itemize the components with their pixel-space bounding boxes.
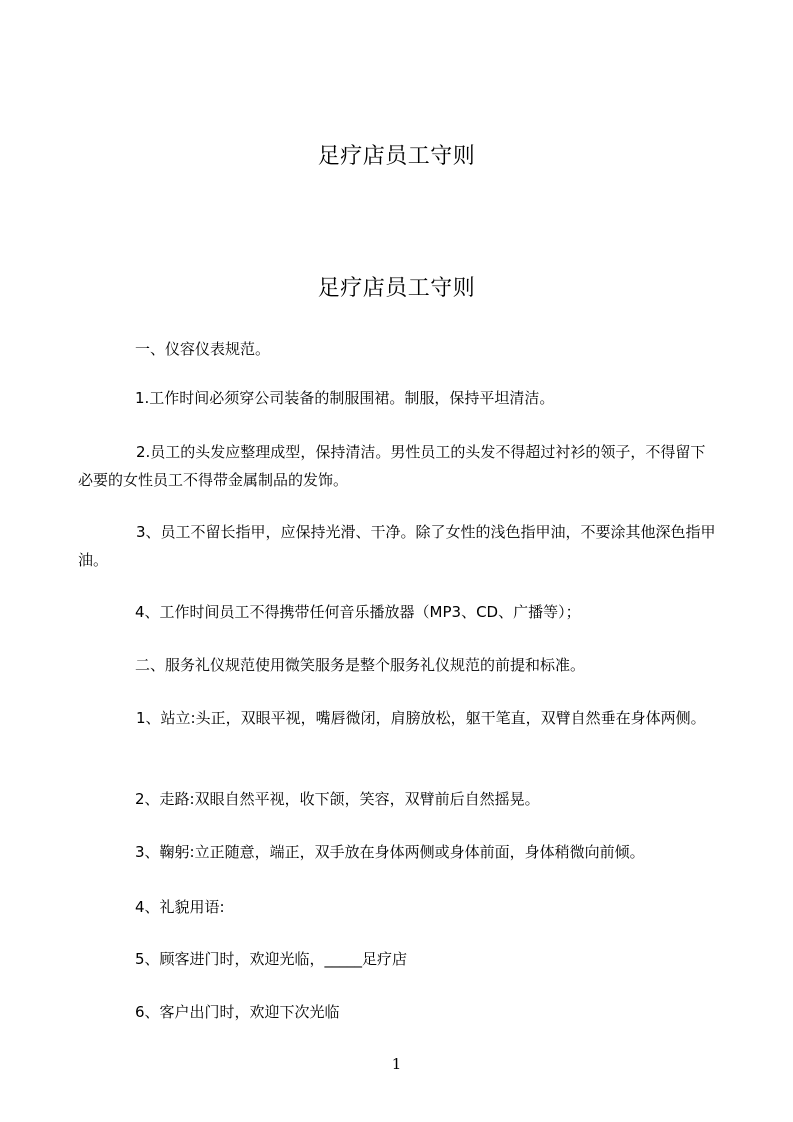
paragraph-walking: 2、走路:双眼自然平视，收下颌，笑容，双臂前后自然摇晃。 [135, 790, 540, 808]
paragraph-polite-language: 4、礼貌用语: [135, 898, 225, 916]
page-number: 1 [391, 1055, 402, 1073]
paragraph-uniform: 1.工作时间必须穿公司装备的制服围裙。制服，保持平坦清洁。 [135, 389, 555, 407]
paragraph-farewell: 6、客户出门时，欢迎下次光临 [135, 1003, 340, 1021]
paragraph-bowing: 3、鞠躬:立正随意，端正，双手放在身体两侧或身体前面，身体稍微向前倾。 [135, 843, 645, 861]
section-heading-etiquette: 二、服务礼仪规范使用微笑服务是整个服务礼仪规范的前提和标准。 [135, 656, 586, 674]
paragraph-nails: 3、员工不留长指甲，应保持光滑、干净。除了女性的浅色指甲油，不要涂其他深色指甲油。 [78, 523, 716, 569]
paragraph-music-player: 4、工作时间员工不得携带任何音乐播放器（MP3、CD、广播等）； [135, 603, 581, 621]
paragraph-standing: 1、站立:头正，双眼平视，嘴唇微闭，肩膀放松，躯干笔直，双臂自然垂在身体两侧。 [136, 709, 706, 727]
document-header-title: 足疗店员工守则 [317, 144, 476, 169]
paragraph-welcome: 5、顾客进门时，欢迎光临，_____足疗店 [135, 950, 408, 968]
paragraph-hair: 2.员工的头发应整理成型，保持清洁。男性员工的头发不得超过衬衫的领子，不得留下必要的女性员工不得带金属制品的发饰。 [78, 443, 706, 489]
section-heading-appearance: 一、仪容仪表规范。 [135, 340, 271, 358]
document-main-title: 足疗店员工守则 [317, 276, 476, 301]
